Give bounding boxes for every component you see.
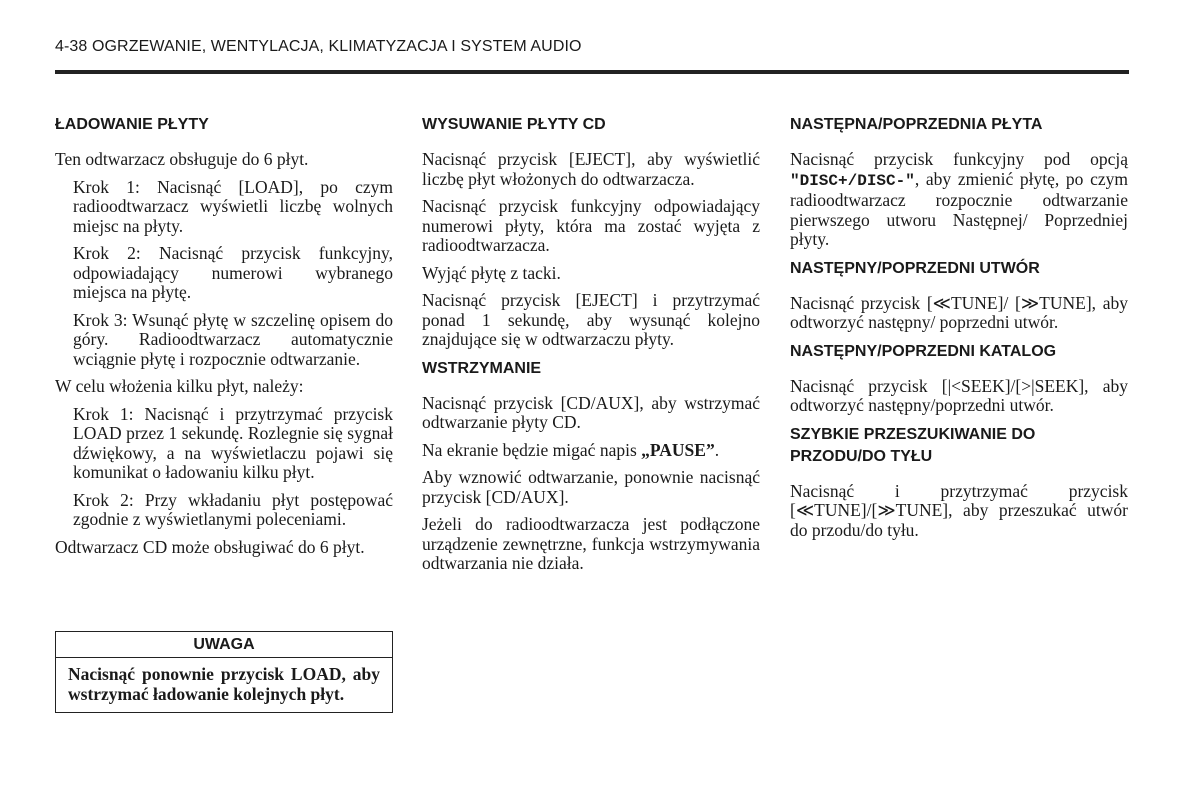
paragraph-eject-3: Wyjąć płytę z tacki.	[422, 262, 561, 283]
note-title: UWAGA	[56, 632, 392, 658]
step-2: Krok 2: Nacisnąć przycisk funkcyjny, odpowiadający numerowi wybranego miejsca na płytę.	[73, 243, 393, 302]
paragraph-pause-4: Jeżeli do radioodtwarzacza jest podłączone urządzenie zewnętrzne, funkcja wstrzymywania odtwarzania nie działa.	[422, 514, 760, 573]
column-loading	[55, 114, 393, 565]
paragraph-capacity: Odtwarzacz CD może obsługiwać do 6 płyt.	[55, 536, 365, 557]
paragraph-next-folder: Nacisnąć przycisk [|<SEEK]/[>|SEEK], aby odtworzyć następny/poprzedni utwór.	[790, 375, 1128, 415]
disc-text-a: Nacisnąć przycisk funkcyjny pod opcją	[790, 149, 1128, 169]
multi-step-1: Krok 1: Nacisnąć i przytrzymać przycisk LOAD przez 1 sekundę. Rozlegnie się sygnał dźwiękowy, a na wyświetlaczu pojawi się komunikat o ładowaniu kilku płyt.	[73, 403, 393, 482]
paragraph-pause-3: Aby wznowić odtwarzanie, ponownie nacisnąć przycisk [CD/AUX].	[422, 467, 760, 507]
pause-label: „PAUSE”	[641, 439, 715, 460]
paragraph-eject-1: Nacisnąć przycisk [EJECT], aby wyświetlić liczbę płyt włożonych do odtwarzacza.	[422, 149, 760, 189]
paragraph-fast-search: Nacisnąć i przytrzymać przycisk [≪TUNE]/[≫TUNE], aby przeszukać utwór do przodu/do tyłu.	[790, 480, 1128, 540]
paragraph-eject-4: Nacisnąć przycisk [EJECT] i przytrzymać ponad 1 sekundę, aby wysunąć kolejno znajdujące się w odtwarzaczu płyty.	[422, 290, 760, 349]
paragraph-eject-2: Nacisnąć przycisk funkcyjny odpowiadający numerowi płyty, która ma zostać wyjęta z radioodtwarzacza.	[422, 196, 760, 255]
heading-pause: WSTRZYMANIE	[422, 359, 542, 377]
heading-eject: WYSUWANIE PŁYTY CD	[422, 116, 606, 133]
header-rule	[55, 70, 1129, 74]
paragraph-next-track: Nacisnąć przycisk [≪TUNE]/ [≫TUNE], aby odtworzyć następny/ poprzedni utwór.	[790, 292, 1128, 332]
note-box	[55, 631, 393, 713]
page-header: 4-38 OGRZEWANIE, WENTYLACJA, KLIMATYZACJA I SYSTEM AUDIO	[55, 38, 582, 55]
heading-loading: ŁADOWANIE PŁYTY	[55, 116, 209, 133]
heading-next-track: NASTĘPNY/POPRZEDNI UTWÓR	[790, 259, 1040, 277]
disc-label: "DISC+/DISC-"	[790, 171, 915, 190]
paragraph-intro: Ten odtwarzacz obsługuje do 6 płyt.	[55, 149, 309, 169]
heading-next-disc: NASTĘPNA/POPRZEDNIA PŁYTA	[790, 116, 1043, 133]
disc-text-c: , aby zmienić płytę, po czym radioodtwarzacz rozpocznie odtwarzanie pierwszego utworu Następnej/ Poprzedniej płyty.	[790, 168, 1128, 249]
paragraph-pause-2	[422, 441, 760, 461]
paragraph-next-disc	[790, 150, 1128, 250]
heading-fast-search: SZYBKIE PRZESZUKIWANIE DO PRZODU/DO TYŁU	[790, 425, 1036, 465]
column-navigation	[790, 114, 1128, 548]
multi-step-2: Krok 2: Przy wkładaniu płyt postępować zgodnie z wyświetlanymi poleceniami.	[73, 489, 393, 529]
note-body: Nacisnąć ponownie przycisk LOAD, aby wstrzymać ładowanie kolejnych płyt.	[68, 664, 380, 704]
paragraph-multi: W celu włożenia kilku płyt, należy:	[55, 376, 304, 396]
step-1: Krok 1: Nacisnąć [LOAD], po czym radioodtwarzacz wyświetli liczbę wolnych miejsc na płyty.	[73, 176, 393, 236]
step-3: Krok 3: Wsunąć płytę w szczelinę opisem do góry. Radioodtwarzacz automatycznie wciągnie płytę i rozpocznie odtwarzanie.	[73, 309, 393, 369]
pause-text-c: .	[714, 439, 720, 460]
heading-next-folder: NASTĘPNY/POPRZEDNI KATALOG	[790, 342, 1057, 360]
pause-text-a: Na ekranie będzie migać napis	[422, 439, 642, 460]
paragraph-pause-1: Nacisnąć przycisk [CD/AUX], aby wstrzymać odtwarzanie płyty CD.	[422, 392, 760, 432]
column-eject	[422, 114, 760, 582]
